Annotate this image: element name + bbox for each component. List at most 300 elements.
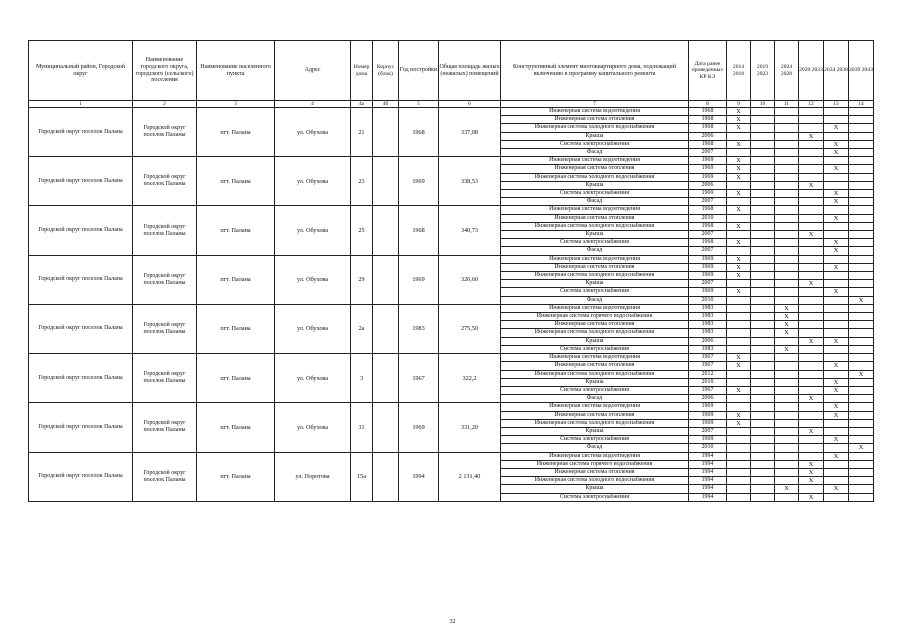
- column-number: 3: [197, 101, 275, 108]
- period-mark: X: [824, 436, 849, 444]
- period-mark: [775, 395, 799, 403]
- house-locality: пгт. Палана: [197, 403, 275, 452]
- period-mark: [727, 485, 751, 493]
- element-name: Инженерная система холодного водоснабжения: [501, 124, 689, 132]
- column-number: 14: [849, 101, 874, 108]
- period-mark: X: [849, 370, 874, 378]
- period-mark: [849, 124, 874, 132]
- previous-repair-date: 2010: [689, 296, 727, 304]
- period-mark: [849, 181, 874, 189]
- period-mark: [799, 386, 824, 394]
- header-period-1: 2014 2018: [727, 41, 751, 101]
- period-mark: [799, 198, 824, 206]
- period-mark: [775, 165, 799, 173]
- period-mark: [799, 124, 824, 132]
- period-mark: [727, 337, 751, 345]
- period-mark: [727, 370, 751, 378]
- period-mark: [824, 477, 849, 485]
- previous-repair-date: 1968: [689, 140, 727, 148]
- period-mark: [751, 140, 775, 148]
- house-building: [373, 157, 399, 206]
- previous-repair-date: 2006: [689, 181, 727, 189]
- period-mark: [727, 214, 751, 222]
- period-mark: [799, 239, 824, 247]
- previous-repair-date: 1983: [689, 345, 727, 353]
- previous-repair-date: 1967: [689, 362, 727, 370]
- period-mark: [751, 493, 775, 501]
- previous-repair-date: 1969: [689, 403, 727, 411]
- period-mark: X: [775, 313, 799, 321]
- column-number: 4б: [373, 101, 399, 108]
- element-name: Система электроснабжения: [501, 190, 689, 198]
- period-mark: [751, 345, 775, 353]
- period-mark: [751, 222, 775, 230]
- previous-repair-date: 1983: [689, 304, 727, 312]
- period-mark: [751, 362, 775, 370]
- period-mark: [751, 181, 775, 189]
- period-mark: X: [727, 272, 751, 280]
- period-mark: [751, 427, 775, 435]
- period-mark: [775, 173, 799, 181]
- period-mark: [751, 304, 775, 312]
- period-mark: [849, 460, 874, 468]
- period-mark: [751, 108, 775, 116]
- previous-repair-date: 1969: [689, 255, 727, 263]
- element-name: Фасад: [501, 198, 689, 206]
- period-mark: [799, 354, 824, 362]
- previous-repair-date: 2006: [689, 132, 727, 140]
- element-name: Система электроснабжения: [501, 493, 689, 501]
- house-street: ул. Обухова: [275, 255, 351, 304]
- element-name: Инженерная система отопления: [501, 468, 689, 476]
- period-mark: [824, 460, 849, 468]
- period-mark: [751, 436, 775, 444]
- period-mark: X: [824, 362, 849, 370]
- period-mark: [824, 222, 849, 230]
- period-mark: [775, 411, 799, 419]
- period-mark: X: [849, 296, 874, 304]
- period-mark: X: [775, 345, 799, 353]
- period-mark: [799, 157, 824, 165]
- previous-repair-date: 1983: [689, 321, 727, 329]
- period-mark: [751, 477, 775, 485]
- house-district: Городской округ поселок Палана: [29, 354, 133, 403]
- element-name: Инженерная система водоотведения: [501, 157, 689, 165]
- period-mark: [824, 345, 849, 353]
- period-mark: [799, 149, 824, 157]
- period-mark: [727, 345, 751, 353]
- period-mark: [824, 419, 849, 427]
- house-number: 23: [351, 157, 373, 206]
- element-name: Инженерная система отопления: [501, 116, 689, 124]
- period-mark: X: [799, 427, 824, 435]
- period-mark: [751, 239, 775, 247]
- period-mark: [751, 124, 775, 132]
- house-district: Городской округ поселок Палана: [29, 403, 133, 452]
- element-name: Крыша: [501, 181, 689, 189]
- element-name: Инженерная система холодного водоснабжения: [501, 272, 689, 280]
- period-mark: [751, 157, 775, 165]
- period-mark: [849, 411, 874, 419]
- period-mark: [775, 124, 799, 132]
- house-settlement: Городской округ поселок Паланы: [133, 206, 197, 255]
- period-mark: [751, 206, 775, 214]
- element-name: Крыша: [501, 231, 689, 239]
- period-mark: [751, 313, 775, 321]
- element-name: Инженерная система отопления: [501, 214, 689, 222]
- period-mark: [799, 370, 824, 378]
- house-number: 31: [351, 403, 373, 452]
- period-mark: [727, 378, 751, 386]
- previous-repair-date: 2007: [689, 280, 727, 288]
- previous-repair-date: 1969: [689, 165, 727, 173]
- house-settlement: Городской округ поселок Паланы: [133, 157, 197, 206]
- column-number: 4: [275, 101, 351, 108]
- period-mark: [824, 370, 849, 378]
- element-name: Фасад: [501, 395, 689, 403]
- header-district: Муниципальный район, Городской округ: [29, 41, 133, 101]
- header-locality: Наименование населенного пункта: [197, 41, 275, 101]
- previous-repair-date: 1969: [689, 436, 727, 444]
- period-mark: [849, 173, 874, 181]
- period-mark: [849, 477, 874, 485]
- period-mark: [849, 132, 874, 140]
- element-name: Инженерная система холодного водоснабжения: [501, 419, 689, 427]
- header-area: Общая площадь жилых (нежилых) помещений: [439, 41, 501, 101]
- period-mark: [751, 165, 775, 173]
- period-mark: X: [799, 280, 824, 288]
- period-mark: [751, 329, 775, 337]
- period-mark: [775, 231, 799, 239]
- period-mark: [727, 477, 751, 485]
- period-mark: X: [727, 140, 751, 148]
- house-settlement: Городской округ поселок Паланы: [133, 354, 197, 403]
- house-street: ул. Поротова: [275, 452, 351, 501]
- period-mark: [849, 140, 874, 148]
- previous-repair-date: 1969: [689, 157, 727, 165]
- period-mark: [727, 313, 751, 321]
- house-street: ул. Обухова: [275, 403, 351, 452]
- house-district: Городской округ поселок Палана: [29, 206, 133, 255]
- period-mark: [849, 190, 874, 198]
- previous-repair-date: 2007: [689, 247, 727, 255]
- period-mark: [775, 296, 799, 304]
- period-mark: [849, 354, 874, 362]
- period-mark: X: [727, 157, 751, 165]
- period-mark: [751, 452, 775, 460]
- previous-repair-date: 2006: [689, 395, 727, 403]
- previous-repair-date: 1994: [689, 477, 727, 485]
- period-mark: [849, 231, 874, 239]
- previous-repair-date: 2010: [689, 378, 727, 386]
- period-mark: [849, 329, 874, 337]
- period-mark: [775, 280, 799, 288]
- period-mark: X: [824, 124, 849, 132]
- period-mark: [824, 354, 849, 362]
- previous-repair-date: 1968: [689, 116, 727, 124]
- period-mark: [824, 157, 849, 165]
- period-mark: [824, 427, 849, 435]
- period-mark: [775, 214, 799, 222]
- period-mark: [751, 231, 775, 239]
- period-mark: [775, 444, 799, 452]
- previous-repair-date: 1983: [689, 329, 727, 337]
- period-mark: [775, 427, 799, 435]
- period-mark: [799, 222, 824, 230]
- previous-repair-date: 2007: [689, 427, 727, 435]
- period-mark: [775, 222, 799, 230]
- period-mark: X: [824, 386, 849, 394]
- element-name: Инженерная система отопления: [501, 321, 689, 329]
- column-number: 5: [399, 101, 439, 108]
- period-mark: X: [727, 190, 751, 198]
- period-mark: X: [849, 444, 874, 452]
- period-mark: [849, 395, 874, 403]
- period-mark: X: [824, 263, 849, 271]
- period-mark: [727, 231, 751, 239]
- period-mark: [775, 149, 799, 157]
- house-settlement: Городской округ поселок Паланы: [133, 108, 197, 157]
- period-mark: [775, 108, 799, 116]
- period-mark: X: [727, 354, 751, 362]
- period-mark: [727, 403, 751, 411]
- column-number: 2: [133, 101, 197, 108]
- period-mark: [824, 108, 849, 116]
- period-mark: [799, 173, 824, 181]
- period-mark: [751, 354, 775, 362]
- element-name: Инженерная система горячего водоснабжения: [501, 460, 689, 468]
- previous-repair-date: 2010: [689, 444, 727, 452]
- previous-repair-date: 2007: [689, 149, 727, 157]
- column-number: 9: [727, 101, 751, 108]
- element-name: Инженерная система холодного водоснабжения: [501, 222, 689, 230]
- house-street: ул. Обухова: [275, 157, 351, 206]
- period-mark: [727, 198, 751, 206]
- period-mark: [775, 181, 799, 189]
- period-mark: [775, 206, 799, 214]
- period-mark: [799, 140, 824, 148]
- period-mark: [727, 296, 751, 304]
- house-building: [373, 354, 399, 403]
- period-mark: [751, 280, 775, 288]
- previous-repair-date: 1969: [689, 419, 727, 427]
- period-mark: [824, 255, 849, 263]
- period-mark: [775, 132, 799, 140]
- previous-repair-date: 1969: [689, 263, 727, 271]
- element-name: Инженерная система холодного водоснабжения: [501, 173, 689, 181]
- table-row: [29, 403, 874, 411]
- previous-repair-date: 1969: [689, 190, 727, 198]
- period-mark: X: [727, 116, 751, 124]
- period-mark: X: [727, 255, 751, 263]
- period-mark: [799, 263, 824, 271]
- table-row: [29, 206, 874, 214]
- period-mark: [727, 427, 751, 435]
- period-mark: [751, 116, 775, 124]
- period-mark: X: [824, 403, 849, 411]
- period-mark: [727, 321, 751, 329]
- previous-repair-date: 1994: [689, 485, 727, 493]
- header-year-built: Год постройки: [399, 41, 439, 101]
- period-mark: [849, 378, 874, 386]
- house-building: [373, 452, 399, 501]
- previous-repair-date: 1983: [689, 313, 727, 321]
- house-settlement: Городской округ поселок Паланы: [133, 255, 197, 304]
- period-mark: [775, 190, 799, 198]
- header-period-3: 2024 2028: [775, 41, 799, 101]
- house-year: 1968: [399, 108, 439, 157]
- element-name: Система электроснабжения: [501, 345, 689, 353]
- period-mark: [775, 493, 799, 501]
- period-mark: [727, 460, 751, 468]
- period-mark: [824, 313, 849, 321]
- period-mark: [727, 280, 751, 288]
- period-mark: [824, 280, 849, 288]
- period-mark: [799, 272, 824, 280]
- period-mark: [849, 116, 874, 124]
- period-mark: [775, 477, 799, 485]
- previous-repair-date: 1994: [689, 460, 727, 468]
- element-name: Инженерная система отопления: [501, 263, 689, 271]
- house-street: ул. Обухова: [275, 206, 351, 255]
- column-number: 10: [751, 101, 775, 108]
- period-mark: [751, 272, 775, 280]
- header-period-2: 2019 2023: [751, 41, 775, 101]
- element-name: Инженерная система водоотведения: [501, 255, 689, 263]
- period-mark: [751, 403, 775, 411]
- period-mark: [824, 304, 849, 312]
- house-locality: пгт. Палана: [197, 304, 275, 353]
- previous-repair-date: 1967: [689, 386, 727, 394]
- period-mark: [799, 313, 824, 321]
- house-area: 337,08: [439, 108, 501, 157]
- period-mark: [799, 452, 824, 460]
- period-mark: [849, 304, 874, 312]
- previous-repair-date: 1968: [689, 239, 727, 247]
- period-mark: [775, 157, 799, 165]
- period-mark: [849, 255, 874, 263]
- house-area: 2 131,40: [439, 452, 501, 501]
- period-mark: [751, 149, 775, 157]
- period-mark: X: [824, 190, 849, 198]
- page-number: 32: [449, 619, 456, 625]
- house-number: 3: [351, 354, 373, 403]
- previous-repair-date: 1969: [689, 411, 727, 419]
- house-number: 21: [351, 108, 373, 157]
- header-period-5: 2034 2038: [824, 41, 849, 101]
- period-mark: [799, 255, 824, 263]
- header-settlement: Наименование городского округа, городского (сельского) поселения: [133, 41, 197, 101]
- period-mark: X: [727, 165, 751, 173]
- element-name: Фасад: [501, 296, 689, 304]
- period-mark: X: [727, 386, 751, 394]
- house-locality: пгт. Палана: [197, 108, 275, 157]
- period-mark: [824, 444, 849, 452]
- element-name: Система электроснабжения: [501, 239, 689, 247]
- house-year: 1969: [399, 403, 439, 452]
- previous-repair-date: 1969: [689, 173, 727, 181]
- period-mark: X: [727, 239, 751, 247]
- header-period-4: 2029 2033: [799, 41, 824, 101]
- period-mark: [849, 403, 874, 411]
- period-mark: [849, 108, 874, 116]
- period-mark: [824, 493, 849, 501]
- period-mark: [849, 198, 874, 206]
- period-mark: [751, 444, 775, 452]
- header-element: Конструктивный элемент многоквартирного дома, подлежащий включению в программу капитального ремонта: [501, 41, 689, 101]
- element-name: Фасад: [501, 149, 689, 157]
- period-mark: X: [727, 362, 751, 370]
- period-mark: [751, 411, 775, 419]
- period-mark: X: [775, 321, 799, 329]
- house-year: 1967: [399, 354, 439, 403]
- period-mark: [849, 419, 874, 427]
- period-mark: [849, 468, 874, 476]
- period-mark: X: [799, 477, 824, 485]
- period-mark: X: [824, 239, 849, 247]
- document-page: [28, 40, 873, 502]
- period-mark: [727, 181, 751, 189]
- element-name: Инженерная система водоотведения: [501, 304, 689, 312]
- period-mark: [824, 296, 849, 304]
- period-mark: X: [775, 485, 799, 493]
- period-mark: [727, 247, 751, 255]
- house-street: ул. Обухова: [275, 354, 351, 403]
- period-mark: X: [775, 329, 799, 337]
- period-mark: [799, 345, 824, 353]
- period-mark: [849, 313, 874, 321]
- period-mark: [727, 444, 751, 452]
- period-mark: [849, 214, 874, 222]
- period-mark: X: [824, 485, 849, 493]
- house-building: [373, 304, 399, 353]
- element-name: Крыша: [501, 427, 689, 435]
- period-mark: [751, 263, 775, 271]
- period-mark: X: [824, 337, 849, 345]
- period-mark: X: [824, 378, 849, 386]
- period-mark: [751, 460, 775, 468]
- period-mark: [727, 395, 751, 403]
- header-address: Адрес: [275, 41, 351, 101]
- period-mark: [799, 296, 824, 304]
- house-district: Городской округ поселок Палана: [29, 452, 133, 501]
- house-settlement: Городской округ поселок Паланы: [133, 304, 197, 353]
- period-mark: [727, 329, 751, 337]
- period-mark: [751, 337, 775, 345]
- period-mark: X: [727, 419, 751, 427]
- table-row: [29, 157, 874, 165]
- period-mark: [751, 132, 775, 140]
- element-name: Крыша: [501, 280, 689, 288]
- period-mark: X: [727, 124, 751, 132]
- period-mark: [824, 468, 849, 476]
- period-mark: [775, 140, 799, 148]
- period-mark: X: [799, 337, 824, 345]
- element-name: Инженерная система отопления: [501, 165, 689, 173]
- element-name: Инженерная система водоотведения: [501, 108, 689, 116]
- element-name: Инженерная система горячего водоснабжения: [501, 313, 689, 321]
- period-mark: [751, 468, 775, 476]
- period-mark: [775, 255, 799, 263]
- period-mark: [799, 165, 824, 173]
- period-mark: X: [824, 198, 849, 206]
- period-mark: [775, 337, 799, 345]
- period-mark: [775, 386, 799, 394]
- period-mark: [824, 321, 849, 329]
- period-mark: [799, 304, 824, 312]
- period-mark: [751, 378, 775, 386]
- period-mark: [775, 288, 799, 296]
